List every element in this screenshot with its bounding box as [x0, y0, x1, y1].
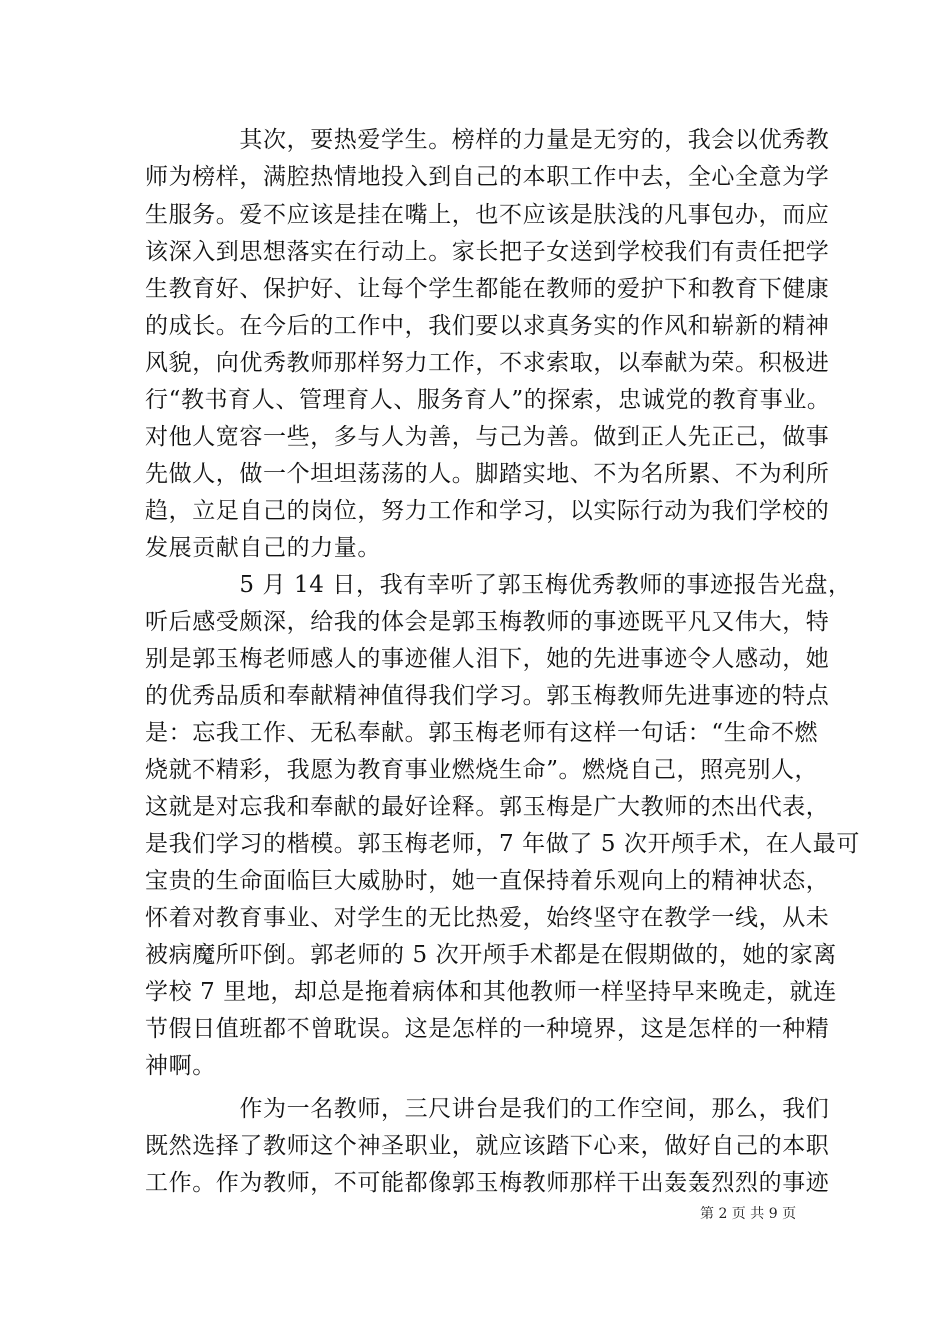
text-line: 这就是对忘我和奉献的最好诠释。郭玉梅是广大教师的杰出代表，: [145, 794, 830, 820]
text-line: 趋，立足自己的岗位，努力工作和学习，以实际行动为我们学校的: [145, 498, 830, 524]
text-line: 的成长。在今后的工作中，我们要以求真务实的作风和崭新的精神: [145, 313, 830, 339]
text-line: 被病魔所吓倒。郭老师的 5 次开颅手术都是在假期做的，她的家离: [145, 942, 837, 968]
text-line: 发展贡献自己的力量。: [145, 535, 381, 561]
text-line: 别是郭玉梅老师感人的事迹催人泪下，她的先进事迹令人感动，她: [145, 646, 830, 672]
text-line: 风貌，向优秀教师那样努力工作，不求索取，以奉献为荣。积极进: [145, 350, 830, 376]
text-line: 学校 7 里地，却总是拖着病体和其他教师一样坚持早来晚走，就连: [145, 979, 837, 1005]
text-line: 烧就不精彩，我愿为教育事业燃烧生命”。燃烧自己，照亮别人，: [145, 757, 819, 783]
text-line: 作为一名教师，三尺讲台是我们的工作空间，那么，我们: [145, 1096, 830, 1122]
text-line: 听后感受颇深，给我的体会是郭玉梅教师的事迹既平凡又伟大，特: [145, 609, 830, 635]
text-line: 生服务。爱不应该是挂在嘴上，也不应该是肤浅的凡事包办，而应: [145, 202, 830, 228]
text-line: 对他人宽容一些，多与人为善，与己为善。做到正人先正己，做事: [145, 424, 830, 450]
text-line: 行“教书育人、管理育人、服务育人”的探索，忠诚党的教育事业。: [145, 387, 831, 413]
text-line: 既然选择了教师这个神圣职业，就应该踏下心来，做好自己的本职: [145, 1133, 830, 1159]
text-line: 怀着对教育事业、对学生的无比热爱，始终坚守在教学一线，从未: [145, 905, 830, 931]
text-line: 其次，要热爱学生。榜样的力量是无穷的，我会以优秀教: [145, 127, 830, 153]
text-line: 师为榜样，满腔热情地投入到自己的本职工作中去，全心全意为学: [145, 164, 830, 190]
text-line: 是：忘我工作、无私奉献。郭玉梅老师有这样一句话：“生命不燃: [145, 720, 819, 746]
text-line: 是我们学习的楷模。郭玉梅老师，7 年做了 5 次开颅手术，在人最可: [145, 831, 860, 857]
page-number-footer: 第 2 页 共 9 页: [700, 1206, 797, 1222]
text-line: 宝贵的生命面临巨大威胁时，她一直保持着乐观向上的精神状态，: [145, 868, 830, 894]
text-line: 生教育好、保护好、让每个学生都能在教师的爱护下和教育下健康: [145, 276, 830, 302]
text-line: 的优秀品质和奉献精神值得我们学习。郭玉梅教师先进事迹的特点: [145, 683, 830, 709]
text-line: 5 月 14 日，我有幸听了郭玉梅优秀教师的事迹报告光盘，: [145, 572, 852, 598]
text-line: 神啊。: [145, 1053, 216, 1079]
text-line: 工作。作为教师，不可能都像郭玉梅教师那样干出轰轰烈烈的事迹: [145, 1170, 830, 1196]
text-line: 该深入到思想落实在行动上。家长把子女送到学校我们有责任把学: [145, 239, 830, 265]
text-line: 节假日值班都不曾耽误。这是怎样的一种境界，这是怎样的一种精: [145, 1016, 830, 1042]
text-line: 先做人，做一个坦坦荡荡的人。脚踏实地、不为名所累、不为利所: [145, 461, 830, 487]
